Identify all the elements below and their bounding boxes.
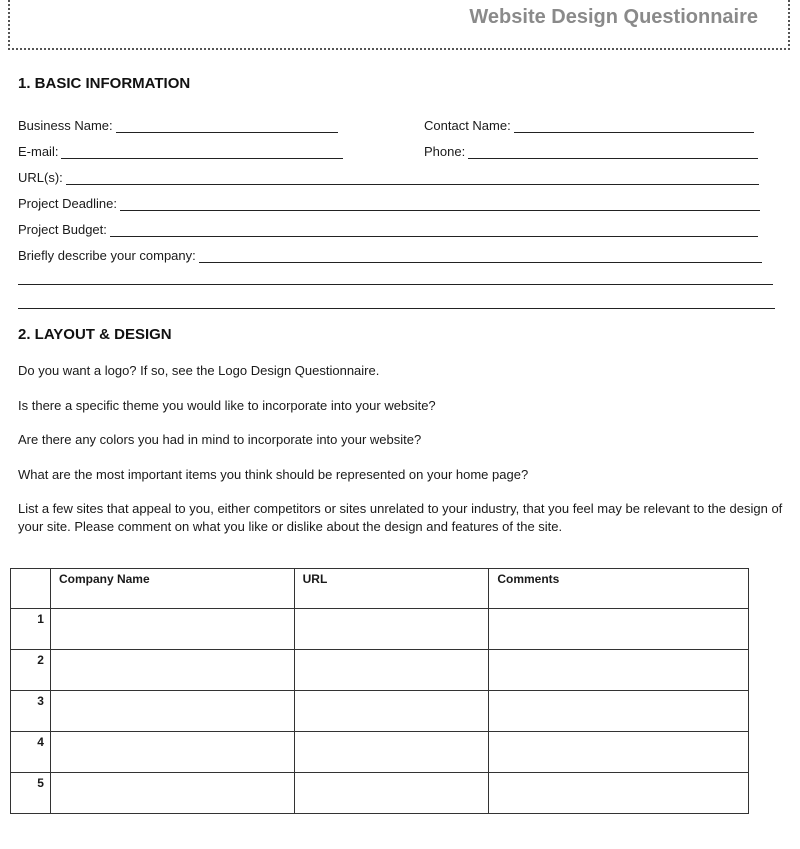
business-name-field[interactable] xyxy=(18,115,338,133)
business-name-line[interactable] xyxy=(116,119,338,133)
row-number: 4 xyxy=(11,732,51,773)
column-header-comments: Comments xyxy=(489,569,749,609)
url-cell[interactable] xyxy=(294,773,489,814)
company-description-field[interactable] xyxy=(18,245,762,263)
question-logo: Do you want a logo? If so, see the Logo Design Questionnaire. xyxy=(18,363,380,378)
question-appealing-sites: List a few sites that appeal to you, either competitors or sites unrelated to your industry, that you feel may be relevant to the design of your site. Please comment on what you like or dislike about the design and features of the site. xyxy=(18,501,783,534)
table-row xyxy=(11,732,749,773)
company-description-line-2[interactable] xyxy=(18,284,773,285)
company-name-cell[interactable] xyxy=(50,650,294,691)
company-description-label: Briefly describe your company: xyxy=(18,248,196,263)
table-row xyxy=(11,650,749,691)
document-title: Website Design Questionnaire xyxy=(469,6,758,28)
comments-cell[interactable] xyxy=(489,609,749,650)
column-header-url: URL xyxy=(294,569,489,609)
project-budget-line[interactable] xyxy=(110,223,758,237)
row-number: 5 xyxy=(11,773,51,814)
email-line[interactable] xyxy=(61,145,343,159)
url-cell[interactable] xyxy=(294,691,489,732)
contact-name-line[interactable] xyxy=(514,119,754,133)
row-number: 3 xyxy=(11,691,51,732)
urls-label: URL(s): xyxy=(18,170,63,185)
contact-name-label: Contact Name: xyxy=(424,118,511,133)
header-box xyxy=(8,0,790,50)
project-deadline-label: Project Deadline: xyxy=(18,196,117,211)
comments-cell[interactable] xyxy=(489,691,749,732)
urls-field[interactable] xyxy=(18,167,759,185)
url-cell[interactable] xyxy=(294,732,489,773)
section-heading-basic-information: 1. BASIC INFORMATION xyxy=(18,75,191,92)
url-cell[interactable] xyxy=(294,609,489,650)
question-home-page-items: What are the most important items you think should be represented on your home page? xyxy=(18,467,529,482)
project-budget-field[interactable] xyxy=(18,219,758,237)
company-name-cell[interactable] xyxy=(50,609,294,650)
company-name-cell[interactable] xyxy=(50,732,294,773)
comments-cell[interactable] xyxy=(489,773,749,814)
email-label: E-mail: xyxy=(18,144,59,159)
company-name-cell[interactable] xyxy=(50,691,294,732)
urls-line[interactable] xyxy=(66,171,759,185)
project-deadline-line[interactable] xyxy=(120,197,760,211)
company-name-cell[interactable] xyxy=(50,773,294,814)
business-name-label: Business Name: xyxy=(18,118,113,133)
phone-label: Phone: xyxy=(424,144,466,159)
company-description-line-3[interactable] xyxy=(18,308,775,309)
url-cell[interactable] xyxy=(294,650,489,691)
table-header-row xyxy=(11,569,749,609)
comments-cell[interactable] xyxy=(489,650,749,691)
email-field[interactable] xyxy=(18,141,343,159)
row-number: 1 xyxy=(11,609,51,650)
phone-line[interactable] xyxy=(468,145,758,159)
contact-name-field[interactable] xyxy=(424,115,754,133)
project-budget-label: Project Budget: xyxy=(18,222,107,237)
question-colors: Are there any colors you had in mind to incorporate into your website? xyxy=(18,432,422,447)
company-description-line[interactable] xyxy=(199,249,762,263)
sites-table xyxy=(10,568,749,814)
table-row xyxy=(11,609,749,650)
column-header-company-name: Company Name xyxy=(50,569,294,609)
row-number: 2 xyxy=(11,650,51,691)
table-row xyxy=(11,691,749,732)
section-heading-layout-design: 2. LAYOUT & DESIGN xyxy=(18,326,172,343)
table-row xyxy=(11,773,749,814)
column-header-number xyxy=(11,569,51,609)
project-deadline-field[interactable] xyxy=(18,193,760,211)
phone-field[interactable] xyxy=(424,141,758,159)
comments-cell[interactable] xyxy=(489,732,749,773)
question-theme: Is there a specific theme you would like to incorporate into your website? xyxy=(18,398,436,413)
